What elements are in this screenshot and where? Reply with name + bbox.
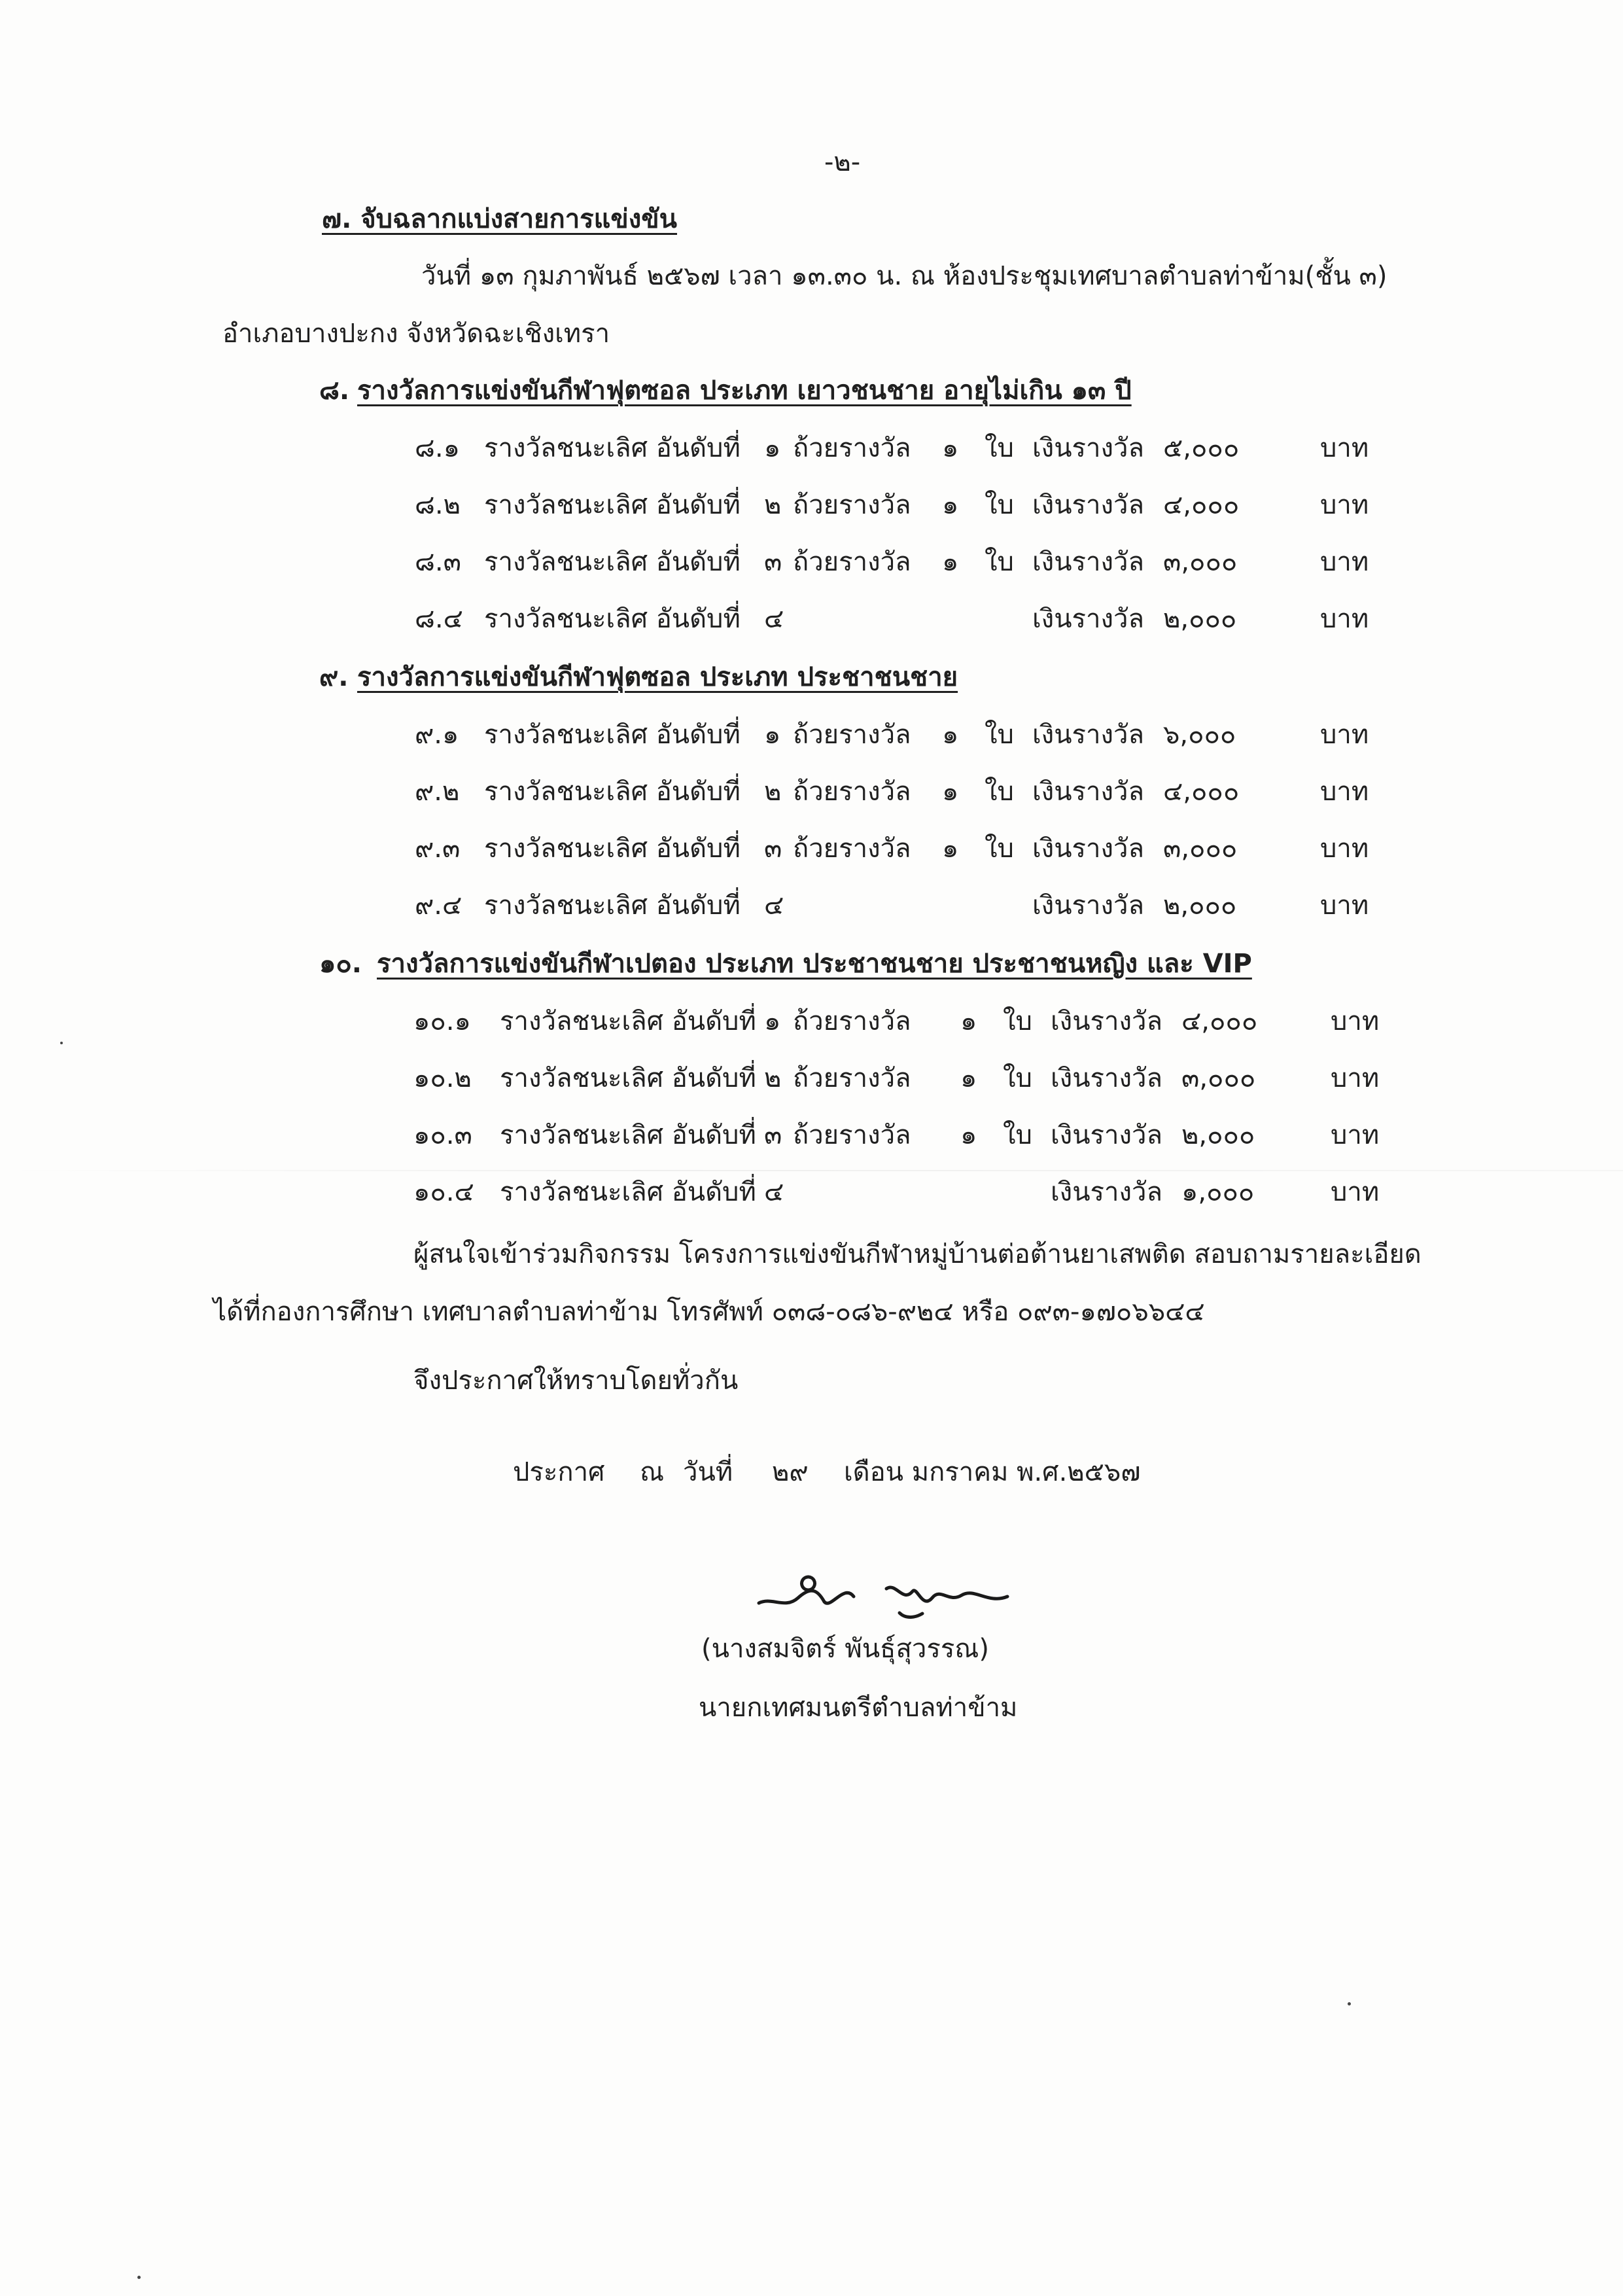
prize-qty: ๑ (942, 490, 959, 520)
prize-rank: ๒ (764, 1063, 782, 1093)
prize-desc: รางวัลชนะเลิศ อันดับที่ (484, 490, 741, 520)
prize-rank: ๑ (764, 720, 781, 750)
announce-day-label: วันที่ (683, 1457, 733, 1487)
prize-qty: ๑ (942, 834, 959, 864)
prize-qty: ๑ (942, 433, 959, 463)
prize-currency: บาท (1320, 547, 1369, 577)
prize-no: ๘.๔ (415, 604, 463, 634)
prize-currency: บาท (1320, 490, 1369, 520)
section-8-heading: รางวัลการแข่งขันกีฬาฟุตซอล ประเภท เยาวชนชาย อายุไม่เกิน ๑๓ ปี (357, 376, 1132, 406)
prize-amount: ๔,๐๐๐ (1163, 490, 1240, 520)
prize-amount: ๒,๐๐๐ (1163, 604, 1237, 634)
prize-unit: ใบ (985, 547, 1014, 577)
prize-qty: ๑ (942, 720, 959, 750)
prize-currency: บาท (1331, 1120, 1380, 1150)
scan-speck (137, 2276, 141, 2279)
prize-amount: ๔,๐๐๐ (1181, 1006, 1258, 1036)
prize-unit: ใบ (1003, 1063, 1032, 1093)
prize-rank: ๓ (764, 547, 782, 577)
prize-unit: ใบ (1003, 1120, 1032, 1150)
prize-currency: บาท (1320, 433, 1369, 463)
prize-amount: ๕,๐๐๐ (1163, 433, 1240, 463)
prize-no: ๙.๓ (415, 834, 461, 864)
announce-day: ๒๙ (772, 1457, 809, 1487)
prize-currency: บาท (1331, 1177, 1380, 1207)
section-7-line2: อำเภอบางปะกง จังหวัดฉะเชิงเทรา (222, 319, 610, 349)
prize-desc: รางวัลชนะเลิศ อันดับที่ (484, 433, 741, 463)
page-number: -๒- (824, 147, 861, 177)
prize-currency: บาท (1331, 1063, 1380, 1093)
prize-no: ๘.๓ (415, 547, 461, 577)
prize-unit: ใบ (985, 490, 1014, 520)
prize-currency: บาท (1331, 1006, 1380, 1036)
prize-desc: รางวัลชนะเลิศ อันดับที่ (500, 1006, 756, 1036)
prize-amount: ๖,๐๐๐ (1163, 720, 1236, 750)
signature-scribble (746, 1557, 1034, 1629)
prize-currency: บาท (1320, 834, 1369, 864)
prize-desc: รางวัลชนะเลิศ อันดับที่ (500, 1063, 756, 1093)
scan-speck (60, 1042, 63, 1044)
prize-unit: ใบ (985, 720, 1014, 750)
prize-rank: ๔ (764, 1177, 784, 1207)
prize-rank: ๑ (764, 433, 781, 463)
prize-trophy: ถ้วยรางวัล (793, 1006, 911, 1036)
prize-unit: ใบ (1003, 1006, 1032, 1036)
signer-name: (นางสมจิตร์ พันธุ์สุวรรณ) (701, 1634, 990, 1664)
prize-money-label: เงินรางวัล (1051, 1063, 1162, 1093)
prize-rank: ๔ (764, 604, 784, 634)
prize-unit: ใบ (985, 777, 1014, 807)
prize-no: ๙.๒ (415, 777, 460, 807)
prize-rank: ๓ (764, 834, 782, 864)
prize-rank: ๓ (764, 1120, 782, 1150)
section-9-number: ๙. (319, 662, 349, 692)
prize-desc: รางวัลชนะเลิศ อันดับที่ (500, 1120, 756, 1150)
prize-currency: บาท (1320, 720, 1369, 750)
contact-line2: ได้ที่กองการศึกษา เทศบาลตำบลท่าข้าม โทรศัพท์ ๐๓๘-๐๘๖-๙๒๔ หรือ ๐๙๓-๑๗๐๖๖๔๔ (213, 1297, 1205, 1327)
prize-no: ๙.๔ (415, 891, 462, 921)
prize-amount: ๑,๐๐๐ (1181, 1177, 1255, 1207)
prize-rank: ๒ (764, 777, 782, 807)
section-7-line1: วันที่ ๑๓ กุมภาพันธ์ ๒๕๖๗ เวลา ๑๓.๓๐ น. ณ ห้องประชุมเทศบาลตำบลท่าข้าม(ชั้น ๓) (421, 261, 1387, 291)
prize-no: ๙.๑ (415, 720, 459, 750)
prize-amount: ๓,๐๐๐ (1163, 547, 1238, 577)
prize-no: ๘.๒ (415, 490, 461, 520)
prize-desc: รางวัลชนะเลิศ อันดับที่ (484, 547, 741, 577)
prize-money-label: เงินรางวัล (1032, 720, 1144, 750)
scan-speck (1348, 2002, 1351, 2005)
prize-amount: ๒,๐๐๐ (1163, 891, 1237, 921)
closing-line: จึงประกาศให้ทราบโดยทั่วกัน (413, 1366, 739, 1396)
prize-amount: ๓,๐๐๐ (1181, 1063, 1256, 1093)
paper-fold-line (0, 1170, 1623, 1171)
section-10-heading: รางวัลการแข่งขันกีฬาเปตอง ประเภท ประชาชนชาย ประชาชนหญิง และ VIP (377, 949, 1252, 979)
prize-money-label: เงินรางวัล (1051, 1120, 1162, 1150)
prize-money-label: เงินรางวัล (1032, 433, 1144, 463)
prize-no: ๑๐.๒ (413, 1063, 472, 1093)
prize-unit: ใบ (985, 433, 1014, 463)
prize-amount: ๔,๐๐๐ (1163, 777, 1240, 807)
prize-money-label: เงินรางวัล (1032, 547, 1144, 577)
prize-amount: ๒,๐๐๐ (1181, 1120, 1255, 1150)
prize-no: ๑๐.๓ (413, 1120, 472, 1150)
announce-at: ณ (640, 1457, 665, 1487)
announce-month: เดือน มกราคม พ.ศ.๒๕๖๗ (844, 1457, 1141, 1487)
prize-qty: ๑ (960, 1063, 977, 1093)
section-8-number: ๘. (319, 376, 350, 406)
prize-amount: ๓,๐๐๐ (1163, 834, 1238, 864)
prize-rank: ๒ (764, 490, 782, 520)
prize-trophy: ถ้วยรางวัล (793, 777, 911, 807)
prize-money-label: เงินรางวัล (1032, 891, 1144, 921)
prize-desc: รางวัลชนะเลิศ อันดับที่ (484, 891, 741, 921)
prize-trophy: ถ้วยรางวัล (793, 433, 911, 463)
prize-trophy: ถ้วยรางวัล (793, 1120, 911, 1150)
prize-currency: บาท (1320, 891, 1369, 921)
prize-trophy: ถ้วยรางวัล (793, 547, 911, 577)
prize-desc: รางวัลชนะเลิศ อันดับที่ (484, 834, 741, 864)
prize-money-label: เงินรางวัล (1051, 1177, 1162, 1207)
announce-prefix: ประกาศ (513, 1457, 605, 1487)
prize-money-label: เงินรางวัล (1032, 834, 1144, 864)
prize-money-label: เงินรางวัล (1032, 604, 1144, 634)
prize-trophy: ถ้วยรางวัล (793, 1063, 911, 1093)
prize-rank: ๑ (764, 1006, 781, 1036)
prize-desc: รางวัลชนะเลิศ อันดับที่ (484, 720, 741, 750)
prize-trophy: ถ้วยรางวัล (793, 490, 911, 520)
prize-desc: รางวัลชนะเลิศ อันดับที่ (484, 777, 741, 807)
prize-trophy: ถ้วยรางวัล (793, 720, 911, 750)
prize-qty: ๑ (960, 1120, 977, 1150)
contact-line1: ผู้สนใจเข้าร่วมกิจกรรม โครงการแข่งขันกีฬาหมู่บ้านต่อต้านยาเสพติด สอบถามรายละเอียด (413, 1239, 1422, 1269)
section-10-number: ๑๐. (319, 949, 362, 979)
prize-no: ๑๐.๑ (413, 1006, 471, 1036)
prize-no: ๘.๑ (415, 433, 460, 463)
prize-trophy: ถ้วยรางวัล (793, 834, 911, 864)
signer-position: นายกเทศมนตรีตำบลท่าข้าม (699, 1693, 1018, 1723)
prize-money-label: เงินรางวัล (1051, 1006, 1162, 1036)
prize-no: ๑๐.๔ (413, 1177, 474, 1207)
prize-qty: ๑ (960, 1006, 977, 1036)
prize-desc: รางวัลชนะเลิศ อันดับที่ (500, 1177, 756, 1207)
prize-money-label: เงินรางวัล (1032, 490, 1144, 520)
section-7-heading: ๗. จับฉลากแบ่งสายการแข่งขัน (322, 204, 677, 234)
prize-money-label: เงินรางวัล (1032, 777, 1144, 807)
prize-qty: ๑ (942, 777, 959, 807)
prize-rank: ๔ (764, 891, 784, 921)
prize-currency: บาท (1320, 777, 1369, 807)
prize-desc: รางวัลชนะเลิศ อันดับที่ (484, 604, 741, 634)
prize-qty: ๑ (942, 547, 959, 577)
section-9-heading: รางวัลการแข่งขันกีฬาฟุตซอล ประเภท ประชาชนชาย (357, 662, 958, 692)
prize-currency: บาท (1320, 604, 1369, 634)
prize-unit: ใบ (985, 834, 1014, 864)
